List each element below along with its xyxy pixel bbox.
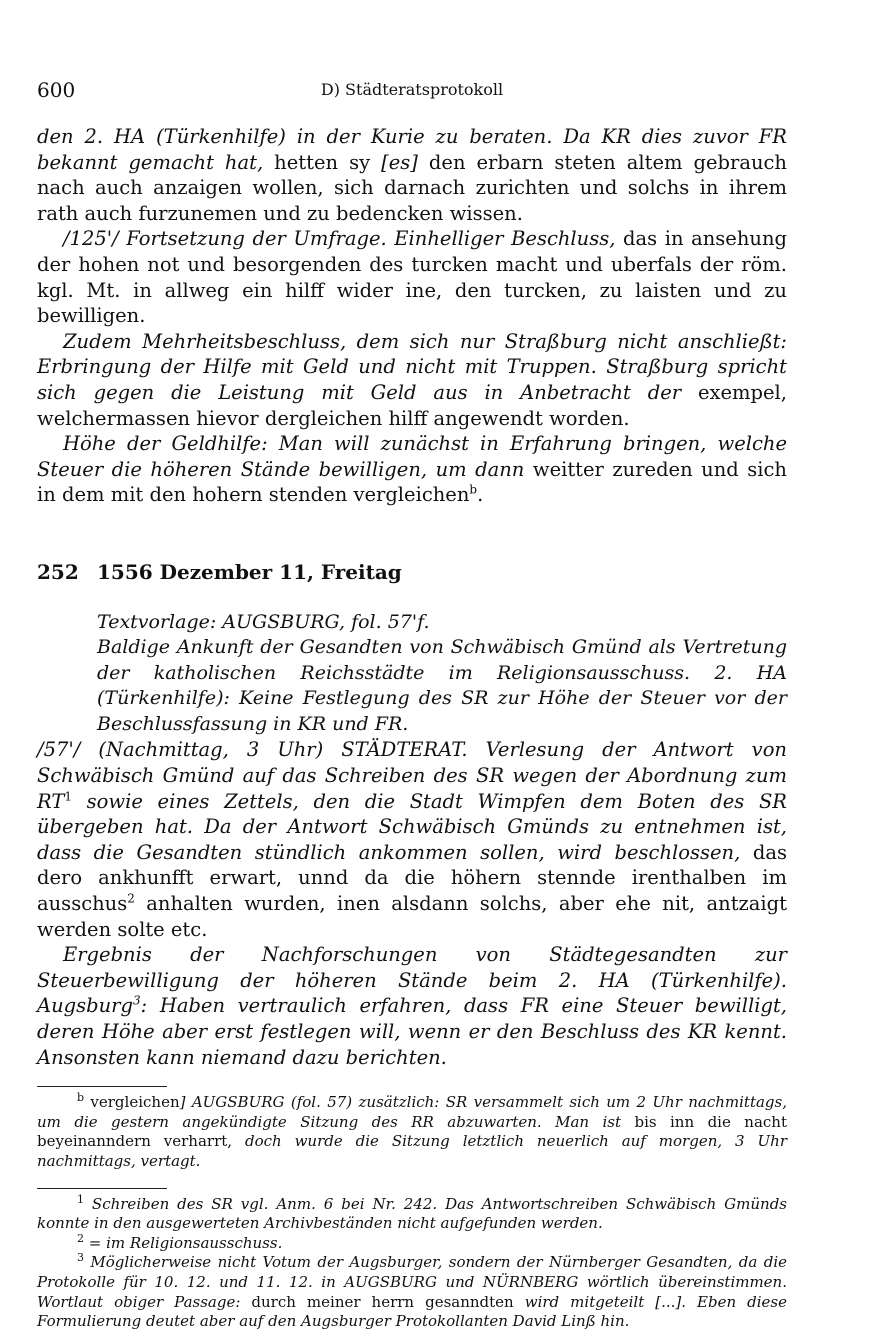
- summary-text: Baldige Ankunft der Gesandten von Schwäbisch Gmünd als Vertretung der katholischen Reichsstädte im Religionsausschuss. 2. HA (Türkenhilfe): Keine Festlegung des SR zur Höhe der Steuer vor der Beschlussfassung in KR und FR.: [97, 636, 787, 735]
- textual-notes: [37, 1093, 787, 1171]
- p1-text-2: den erbarn steten altem gebrauch nach auch anzaigen wollen, sich darnach zurichten und solchs in ihrem rath auch furzunemen und zu bedencken wissen.: [37, 150, 787, 225]
- section-summary: [97, 610, 787, 738]
- section-number: 252: [37, 559, 79, 584]
- p4-text-2: .: [477, 483, 484, 507]
- p1-text: hetten sy: [263, 150, 382, 174]
- p1-italic: den 2. HA (Türkenhilfe) in der Kurie zu beraten. Da KR dies zuvor FR bekannt gemacht hat,: [37, 125, 787, 174]
- p5-text-2: anhalten wurden, inen alsdann solchs, aber ehe nit, antzaigt werden solte etc.: [37, 892, 787, 941]
- page-number: 600: [37, 78, 76, 102]
- p5-italic-2: sowie eines Zettels, den die Stadt Wimpfen dem Boten des SR übergeben hat. Da der Antwort Schwäbisch Gmünds zu entnehmen ist, dass die Gesandten stündlich ankommen sollen, wird beschlossen,: [37, 789, 787, 864]
- note-3-text: durch meiner herrn gesanndten: [240, 1292, 525, 1311]
- p4-text: weitter zureden und sich in dem mit den hohern stenden vergleichen: [37, 457, 787, 507]
- note-b-text: bis inn die nacht beyeinanndern verharrt,: [37, 1112, 787, 1151]
- p6-italic: Ergebnis der Nachforschungen von Städtegesandten zur Steuerbewilligung der höheren Stände beim 2. HA (Türkenhilfe). Augsburg: [37, 943, 787, 1018]
- p6-italic-2: : Haben vertraulich erfahren, dass FR eine Steuer bewilligt, deren Höhe aber erst festlegen will, wenn er den Beschluss des KR kennt. Ansonsten kann niemand dazu berichten.: [37, 994, 787, 1069]
- note-b-italic-2: doch wurde die Sitzung letztlich neuerlich auf morgen, 3 Uhr nachmittags, vertagt.: [37, 1132, 787, 1170]
- section-date: 1556 Dezember 11, Freitag: [97, 559, 402, 584]
- note-1-mark: 1: [77, 1192, 84, 1206]
- paragraph-3: [37, 329, 787, 431]
- p2-text: das in ansehung der hohen not und besorgenden des turcken macht und uberfals der röm. kgl. Mt. in allweg ein hilff wider ine, den turcken, zu laisten und zu bewilligen.: [37, 227, 787, 328]
- note-2-text: = im Religionsausschuss.: [84, 1233, 283, 1252]
- paragraph-2: [37, 226, 787, 328]
- note-1: [37, 1192, 787, 1234]
- footnotes: [37, 1192, 787, 1332]
- section-heading: [37, 560, 787, 586]
- note-1-text: Schreiben des SR vgl. Anm. 6 bei Nr. 242. Das Antwortschreiben Schwäbisch Gmünds konnte in den ausgewerteten Archivbeständen nicht aufgefunden werden.: [37, 1194, 787, 1233]
- p3-italic: Zudem Mehrheitsbeschluss, dem sich nur Straßburg nicht anschließt: Erbringung der Hilfe mit Geld und nicht mit Truppen. Straßburg spricht sich gegen die Leistung mit Geld aus in Anbetracht der: [37, 329, 787, 404]
- footnote-ref-3[interactable]: 3: [132, 993, 141, 1008]
- note-3-italic-2: wird mitgeteilt [...]. Eben diese Formulierung deutet aber auf den Augsburger Protokollanten David Linß hin.: [37, 1292, 787, 1331]
- note-3: [37, 1253, 787, 1331]
- footnote-divider: [37, 1086, 167, 1087]
- p4-italic: Höhe der Geldhilfe: Man will zunächst in Erfahrung bringen, welche Steuer die höheren Stände bewilligen, um dann: [37, 432, 787, 481]
- paragraph-5: [37, 737, 787, 942]
- main-text: [37, 124, 787, 1070]
- p3-text: exempel, welchermassen hievor dergleichen hilff angewendt worden.: [37, 380, 787, 430]
- p1-italic-2: [es]: [381, 150, 418, 174]
- note-b-italic: ] AUGSBURG (fol. 57) zusätzlich: SR versammelt sich um 2 Uhr nachmittags, um die gestern angekündigte Sitzung des RR abzuwarten. Man ist: [37, 1093, 787, 1131]
- note-b: [37, 1093, 787, 1171]
- paragraph-4: [37, 431, 787, 508]
- footnote-divider-2: [37, 1188, 167, 1189]
- note-3-mark: 3: [77, 1251, 84, 1265]
- p5-italic: /57'/ (Nachmittag, 3 Uhr) STÄDTERAT. Verlesung der Antwort von Schwäbisch Gmünd auf das Schreiben des SR wegen der Abordnung zum RT: [37, 738, 787, 813]
- page: [37, 78, 787, 1332]
- note-3-italic: Möglicherweise nicht Votum der Augsburger, sondern der Nürnberger Gesandten, da die Protokolle für 10. 12. und 11. 12. in AUGSBURG und NÜRNBERG wörtlich übereinstimmen. Wortlaut obiger Passage:: [37, 1253, 787, 1311]
- p2-italic: /125'/ Fortsetzung der Umfrage. Einhelliger Beschluss,: [63, 227, 616, 251]
- footnote-ref-1[interactable]: 1: [64, 789, 72, 804]
- note-b-lemma: vergleichen: [84, 1093, 180, 1112]
- paragraph-6: [37, 942, 787, 1070]
- footnote-ref-2[interactable]: 2: [127, 891, 135, 906]
- page-header: [37, 78, 787, 106]
- paragraph-1: [37, 124, 787, 226]
- note-2-mark: 2: [77, 1231, 84, 1245]
- note-2: [37, 1231, 787, 1254]
- running-head: D) Städteratsprotokoll: [320, 80, 504, 99]
- p5-text: das dero ankhunfft erwart, unnd da die höhern stennde irenthalben im ausschus: [37, 840, 787, 916]
- footnote-ref-b[interactable]: b: [469, 482, 478, 497]
- text-source: Textvorlage: AUGSBURG, fol. 57'f.: [97, 610, 430, 633]
- note-b-mark: b: [77, 1091, 85, 1105]
